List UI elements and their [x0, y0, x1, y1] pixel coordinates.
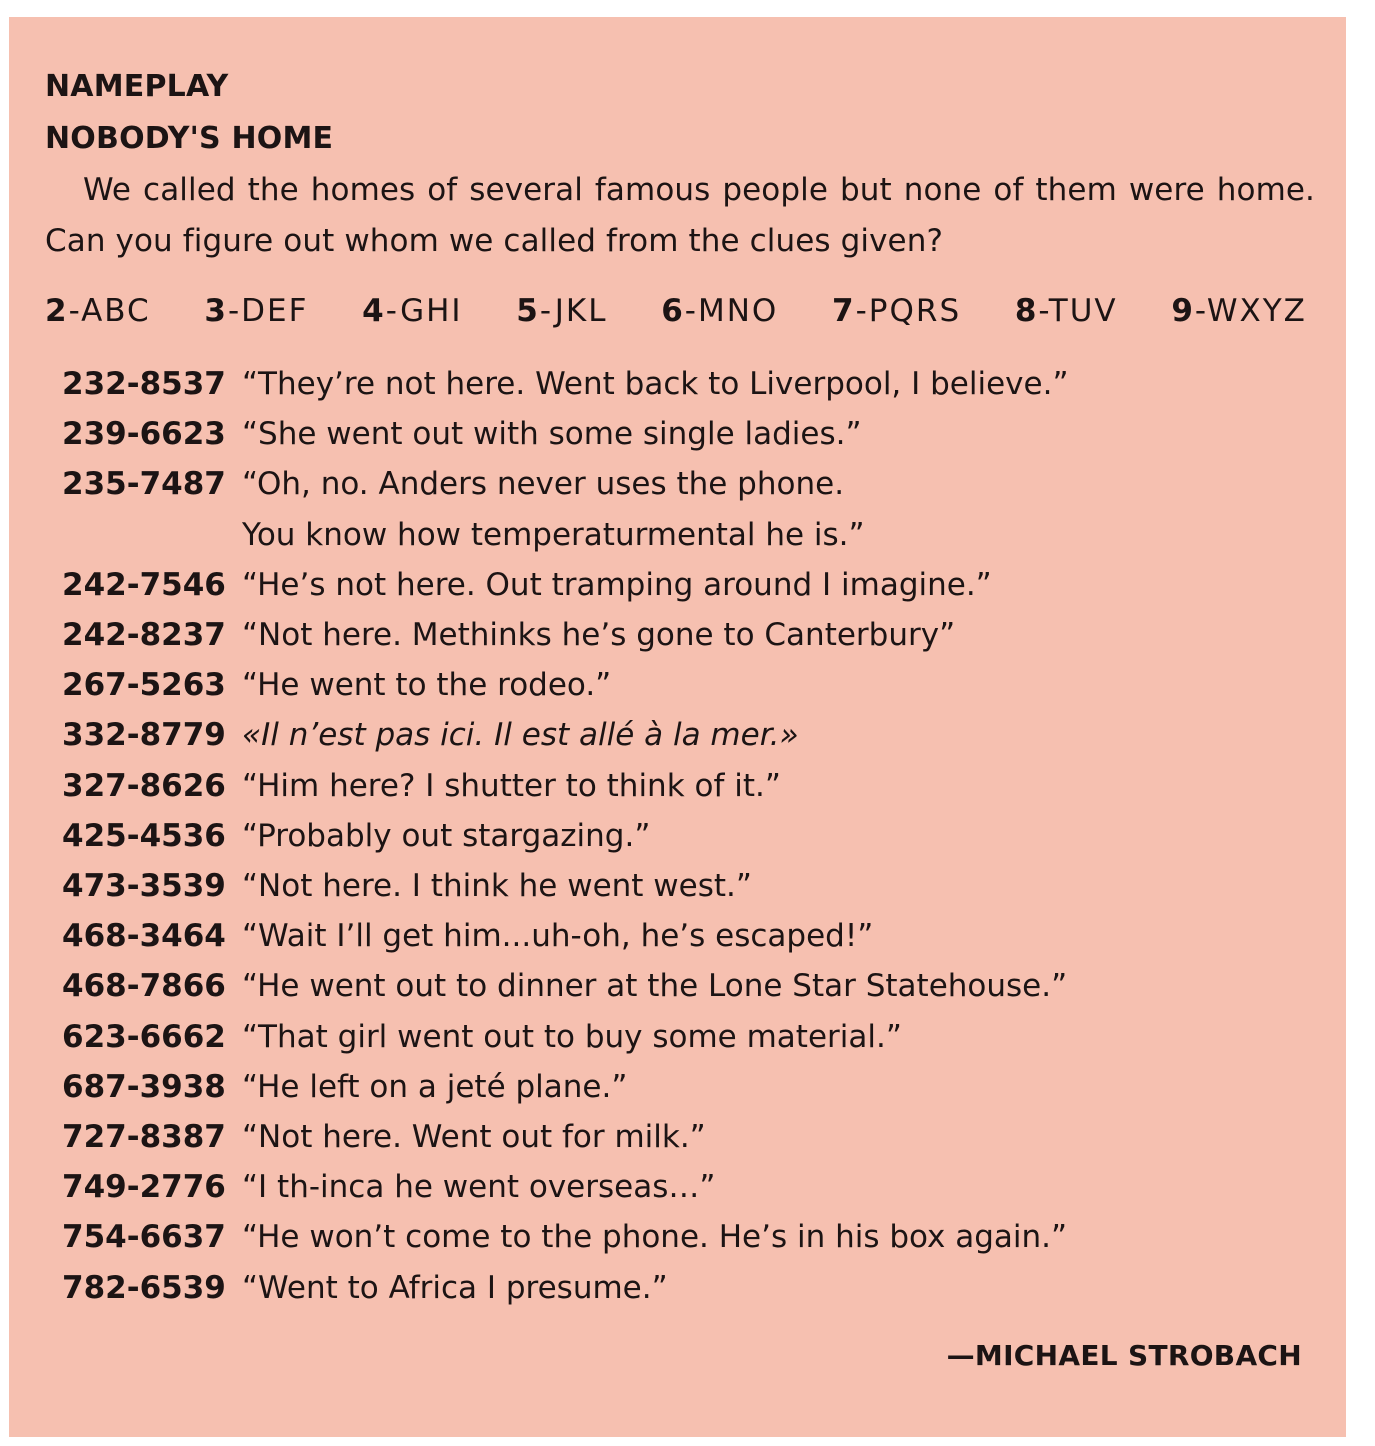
- intro-paragraph: We called the homes of several famous people but none of them were home. Can you figure out whom we called from the clues given?: [45, 172, 1315, 259]
- keypad-digit: 7: [832, 293, 856, 329]
- phone-number: 749-2776: [62, 1169, 226, 1206]
- clue-text: “That girl went out to buy some material.”: [242, 1018, 902, 1055]
- keypad-digit: 3: [204, 293, 228, 329]
- clue-text: “Probably out stargazing.”: [242, 817, 651, 854]
- keypad-key: [516, 285, 607, 337]
- phone-number: 239-6623: [62, 416, 226, 453]
- phone-number: 468-3464: [62, 918, 226, 955]
- clue-text: “He won’t come to the phone. He’s in his box again.”: [242, 1219, 1068, 1256]
- clue-row: [62, 911, 1315, 961]
- clue-row: [62, 1162, 1315, 1212]
- clue-text: “He left on a jeté plane.”: [242, 1068, 628, 1105]
- phone-number: 473-3539: [62, 868, 226, 905]
- keypad-digit: 6: [661, 293, 685, 329]
- phone-number: 327-8626: [62, 767, 226, 804]
- phone-number: 754-6637: [62, 1219, 226, 1256]
- clue-text: “He went to the rodeo.”: [242, 667, 612, 704]
- clue-row: [62, 710, 1315, 760]
- author-byline: —MICHAEL STROBACH: [946, 1339, 1302, 1372]
- keypad-digit: 9: [1171, 293, 1195, 329]
- clue-row: [62, 1263, 1315, 1313]
- phone-number: 267-5263: [62, 667, 226, 704]
- section-kicker: NAMEPLAY: [45, 69, 229, 104]
- clue-row: [62, 1012, 1315, 1062]
- keypad-digit: 2: [45, 293, 69, 329]
- keypad-key: [45, 285, 151, 337]
- phone-number: 687-3938: [62, 1068, 226, 1105]
- phone-number: 332-8779: [62, 717, 226, 754]
- clue-text: “Went to Africa I presume.”: [242, 1269, 668, 1306]
- clue-text-continued: You know how temperaturmental he is.”: [242, 516, 865, 553]
- phone-number: 232-8537: [62, 366, 226, 402]
- clue-row: [62, 811, 1315, 861]
- clue-text: «Il n’est pas ici. Il est allé à la mer.»: [242, 717, 799, 754]
- keypad-digit: 4: [362, 293, 386, 329]
- clue-text: “I th-inca he went overseas…”: [242, 1169, 716, 1206]
- clue-row: [62, 761, 1315, 811]
- keypad-letters: -PQRS: [855, 293, 962, 329]
- keypad-legend: [45, 285, 1307, 337]
- keypad-key: [1171, 285, 1307, 337]
- keypad-key: [1015, 285, 1118, 337]
- phone-number: 242-8237: [62, 617, 226, 654]
- clue-text: “They’re not here. Went back to Liverpool, I believe.”: [242, 366, 1069, 402]
- clue-row: [62, 660, 1315, 710]
- keypad-letters: -ABC: [68, 293, 151, 329]
- keypad-letters: -WXYZ: [1194, 293, 1307, 329]
- phone-number: 235-7487: [62, 466, 226, 503]
- clue-row: [62, 1112, 1315, 1162]
- clue-text: “Him here? I shutter to think of it.”: [242, 767, 781, 804]
- clue-text: “Not here. Went out for milk.”: [242, 1119, 706, 1156]
- keypad-digit: 5: [516, 293, 540, 329]
- clue-row: [62, 961, 1315, 1011]
- phone-number: 727-8387: [62, 1119, 226, 1156]
- clue-row: [62, 1212, 1315, 1262]
- keypad-key: [661, 285, 778, 337]
- clue-row: [62, 610, 1315, 660]
- keypad-key: [204, 285, 308, 337]
- puzzle-panel: [9, 17, 1346, 1437]
- keypad-digit: 8: [1014, 293, 1039, 329]
- phone-number: 782-6539: [62, 1269, 226, 1306]
- keypad-key: [362, 285, 462, 337]
- clue-text: “Not here. Methinks he’s gone to Canterbury”: [242, 617, 956, 654]
- keypad-letters: -DEF: [227, 293, 309, 329]
- clue-row: [62, 459, 1315, 509]
- clue-text: “Not here. I think he went west.”: [242, 868, 752, 905]
- clue-row: [62, 359, 1315, 409]
- puzzle-title: NOBODY'S HOME: [45, 121, 334, 156]
- clue-row: [62, 560, 1315, 610]
- phone-number: 623-6662: [62, 1018, 226, 1055]
- clue-row: [62, 409, 1315, 459]
- keypad-letters: -GHI: [385, 293, 463, 329]
- keypad-key: [832, 285, 961, 337]
- keypad-letters: -JKL: [539, 293, 608, 329]
- clue-continuation: [62, 510, 1315, 560]
- clue-text: “She went out with some single ladies.”: [242, 416, 862, 453]
- phone-number: 425-4536: [62, 817, 226, 854]
- clue-row: [62, 1062, 1315, 1112]
- clue-list: [45, 359, 1315, 1313]
- keypad-letters: -MNO: [684, 293, 779, 329]
- clue-row: [62, 861, 1315, 911]
- clue-text: “He went out to dinner at the Lone Star Statehouse.”: [242, 968, 1068, 1005]
- phone-number: 242-7546: [62, 566, 226, 603]
- clue-text: “Wait I’ll get him...uh-oh, he’s escaped!”: [242, 918, 874, 955]
- keypad-letters: -TUV: [1038, 293, 1118, 329]
- clue-text: “Oh, no. Anders never uses the phone.: [242, 466, 845, 503]
- clue-text: “He’s not here. Out tramping around I imagine.”: [242, 566, 992, 603]
- puzzle-content: [45, 61, 1315, 1313]
- phone-number: 468-7866: [62, 968, 226, 1005]
